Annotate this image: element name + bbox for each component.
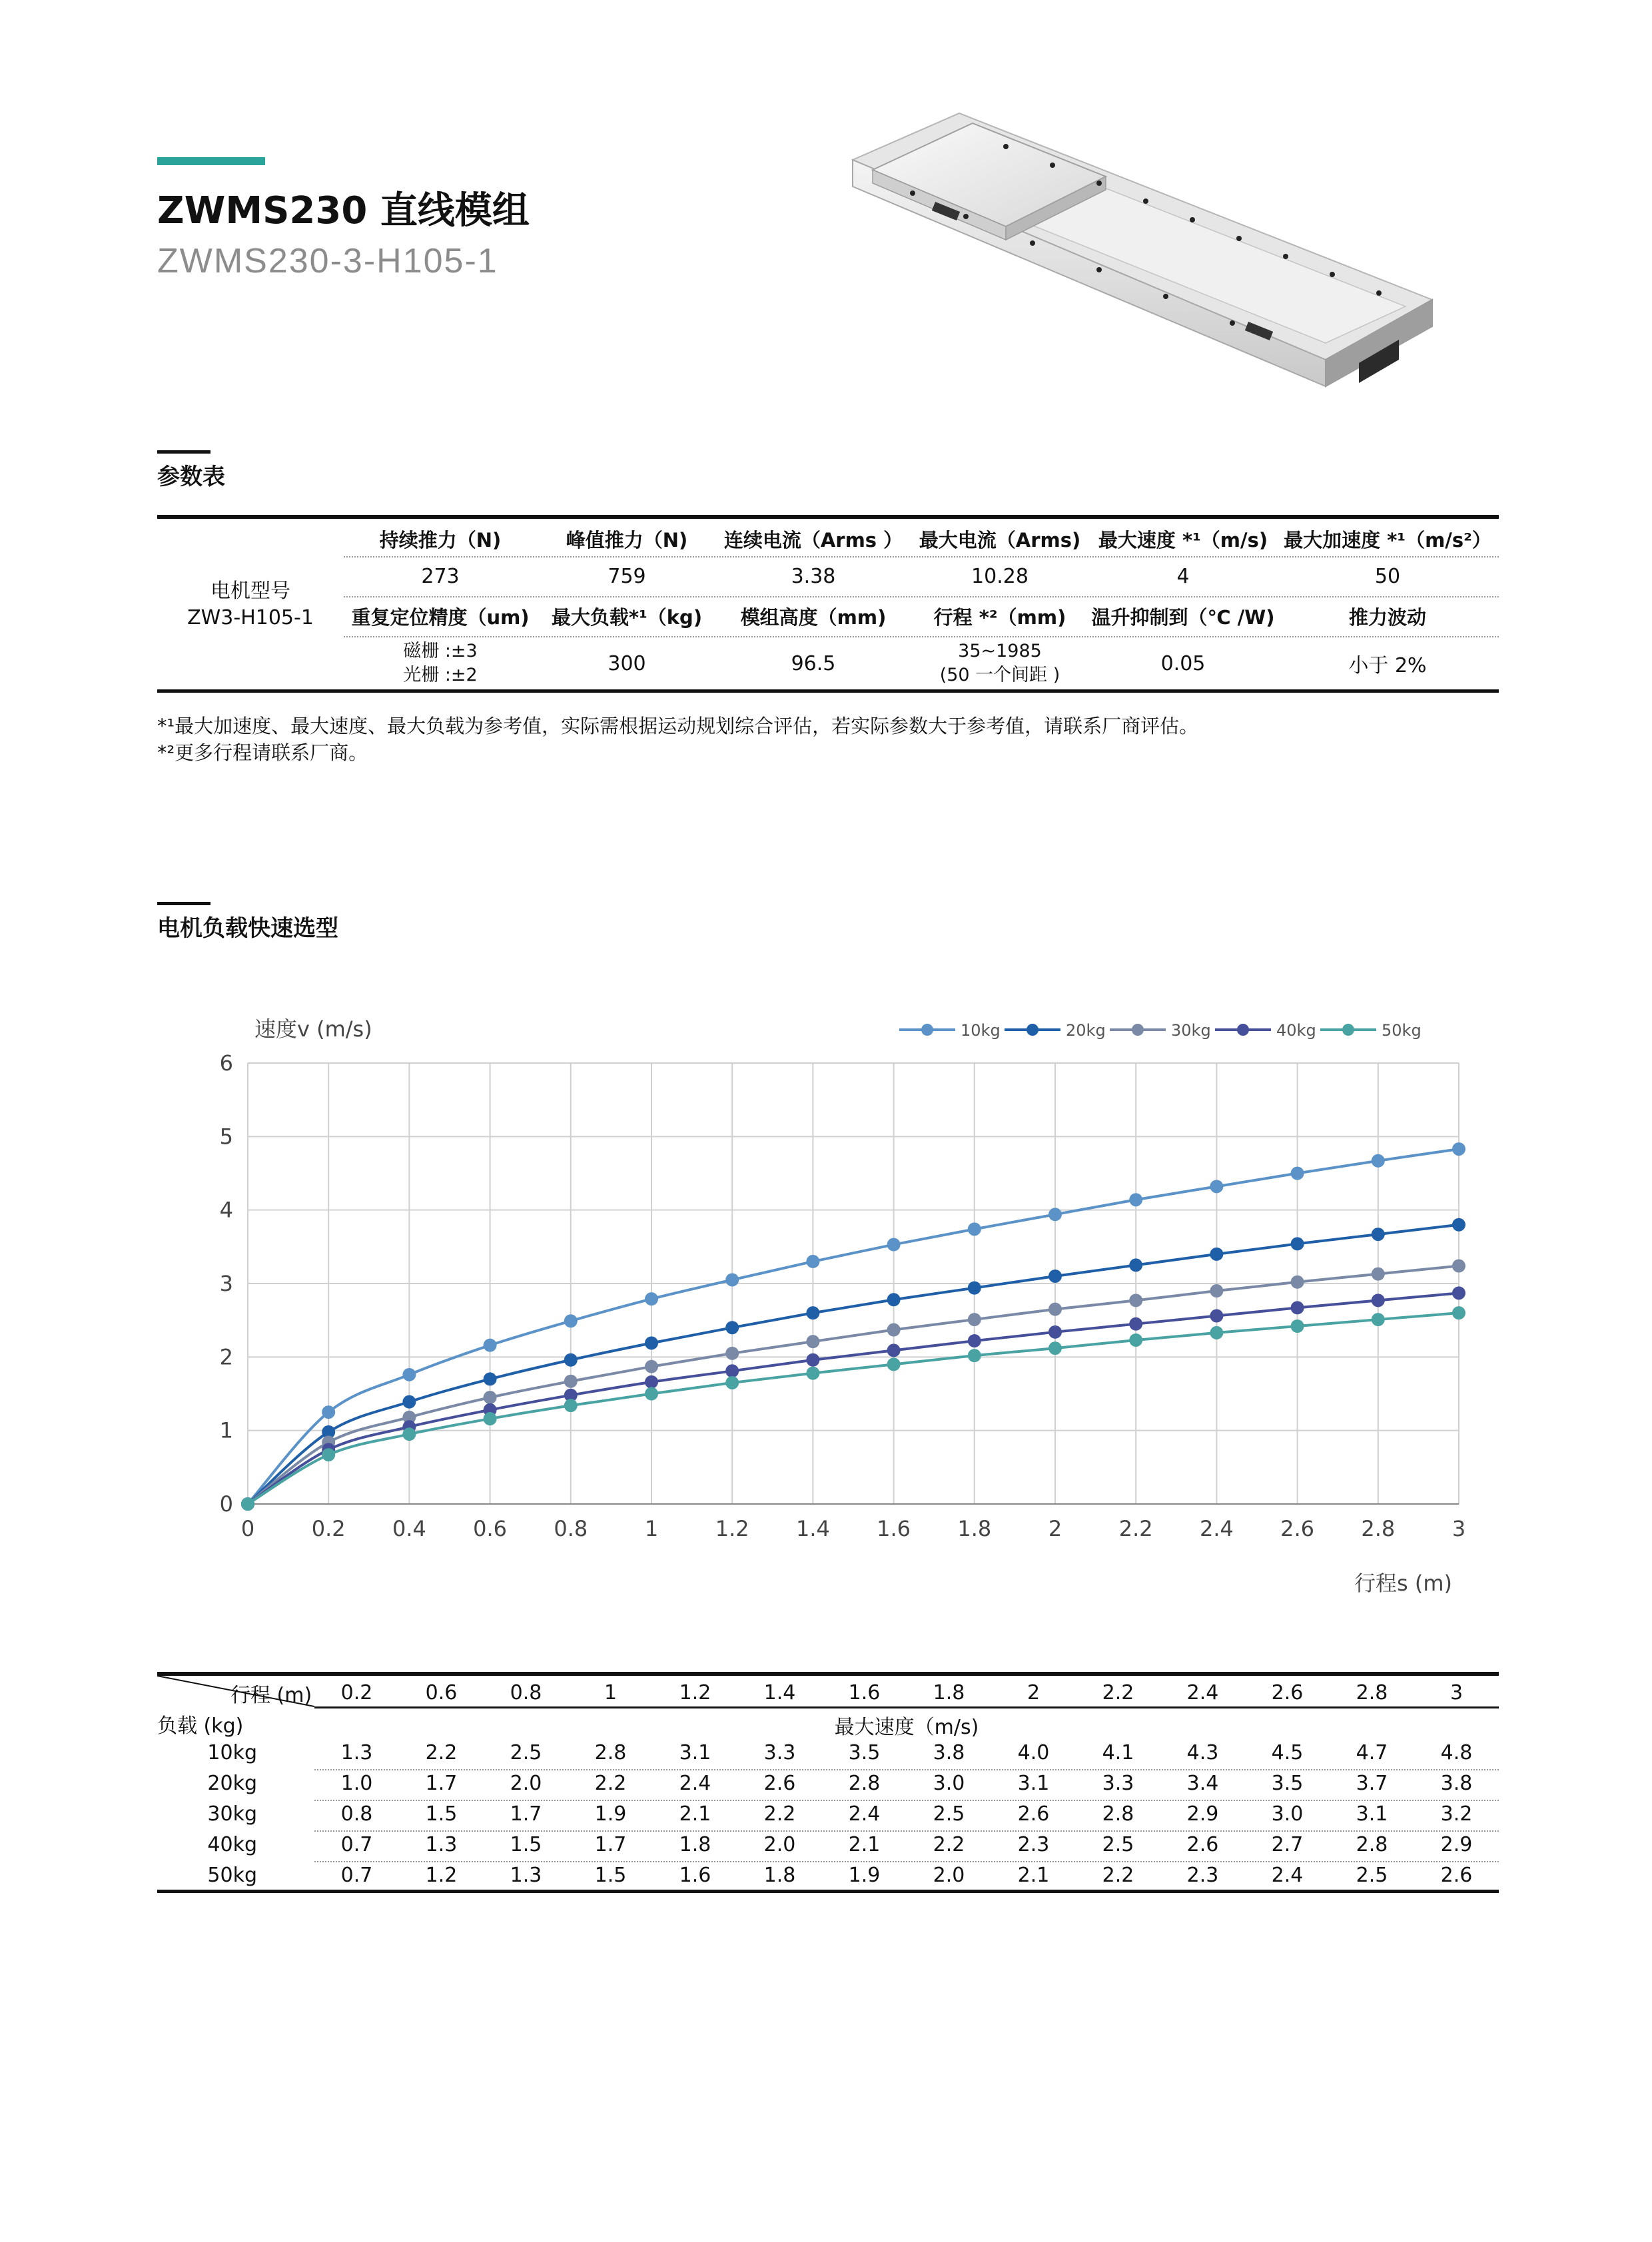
legend-marker xyxy=(1342,1024,1354,1036)
product-image xyxy=(833,107,1499,493)
speed-cell: 2.8 xyxy=(1356,1833,1388,1856)
data-point-30kg xyxy=(968,1313,981,1326)
param-value-4: 4 xyxy=(1176,564,1190,588)
y-tick-label: 4 xyxy=(219,1197,233,1223)
speed-cell: 2.5 xyxy=(510,1741,542,1764)
speed-cell: 3.1 xyxy=(679,1741,711,1764)
data-point-10kg xyxy=(1048,1208,1062,1221)
data-point-10kg xyxy=(402,1368,416,1381)
motor-label-text: 电机型号 xyxy=(210,579,290,603)
data-point-20kg xyxy=(1048,1270,1062,1283)
speed-cell: 2.2 xyxy=(594,1772,627,1795)
speed-cell: 2.1 xyxy=(679,1802,711,1826)
param-header-2: 连续电流（Arms ） xyxy=(723,528,903,552)
data-point-10kg xyxy=(806,1255,819,1268)
speed-cell: 3.8 xyxy=(933,1741,965,1764)
speed-cell: 3.3 xyxy=(1102,1772,1134,1795)
data-point-20kg xyxy=(564,1353,578,1367)
legend-marker xyxy=(921,1024,933,1036)
table-row xyxy=(314,1772,1499,1795)
speed-cell: 4.0 xyxy=(1017,1741,1050,1764)
data-point-50kg xyxy=(1291,1319,1304,1333)
stroke-header-cell: 0.2 xyxy=(340,1681,373,1704)
data-point-10kg xyxy=(725,1273,739,1286)
y-tick-label: 3 xyxy=(219,1271,233,1296)
y-tick-label: 1 xyxy=(219,1417,233,1443)
param-value-2-3-line-0: 35~1985 xyxy=(958,641,1042,661)
data-point-10kg xyxy=(1129,1193,1142,1206)
data-point-40kg xyxy=(968,1334,981,1347)
stroke-header-cell: 2.6 xyxy=(1271,1681,1304,1704)
speed-stroke-chart xyxy=(200,999,1505,1619)
data-point-50kg xyxy=(806,1367,819,1380)
data-point-50kg xyxy=(1048,1341,1062,1355)
legend-marker xyxy=(1237,1024,1249,1036)
motor-model-text: ZW3-H105-1 xyxy=(187,606,314,629)
param-header-2-3: 行程 *²（mm) xyxy=(933,605,1066,629)
speed-cell: 2.6 xyxy=(763,1772,796,1795)
y-tick-label: 5 xyxy=(219,1124,233,1150)
param-header-2-2: 模组高度（mm) xyxy=(740,605,887,629)
speed-cell: 1.5 xyxy=(510,1833,542,1856)
speed-cell: 0.7 xyxy=(340,1833,373,1856)
speed-cell: 2.2 xyxy=(763,1802,796,1826)
speed-cell: 0.7 xyxy=(340,1864,373,1887)
speed-cell: 2.5 xyxy=(1356,1864,1388,1887)
x-tick-label: 1.8 xyxy=(957,1516,992,1541)
speed-cell: 2.6 xyxy=(1017,1802,1050,1826)
legend-marker xyxy=(1027,1024,1038,1036)
x-tick-label: 1 xyxy=(644,1516,659,1541)
data-point-50kg xyxy=(322,1448,335,1461)
data-point-10kg xyxy=(1452,1142,1465,1156)
speed-cell: 2.2 xyxy=(1102,1864,1134,1887)
param-value-2-5-line-0: 小于 2% xyxy=(1348,654,1427,677)
x-tick-label: 2.4 xyxy=(1199,1516,1234,1541)
x-tick-label: 2.8 xyxy=(1361,1516,1396,1541)
page-subtitle: ZWMS230-3-H105-1 xyxy=(157,242,498,280)
speed-cell: 2.2 xyxy=(933,1833,965,1856)
x-tick-label: 2.2 xyxy=(1118,1516,1153,1541)
x-tick-label: 1.6 xyxy=(877,1516,911,1541)
max-speed-subheader: 最大速度（m/s) xyxy=(834,1716,979,1739)
data-point-20kg xyxy=(1452,1218,1465,1232)
speed-cell: 2.5 xyxy=(1102,1833,1134,1856)
x-tick-label: 1.4 xyxy=(795,1516,830,1541)
param-header-0: 持续推力（N) xyxy=(379,528,502,552)
param-value-2-0-line-0: 磁栅 :±3 xyxy=(403,641,478,661)
param-header-2-4: 温升抑制到（℃ /W) xyxy=(1091,605,1275,629)
data-point-40kg xyxy=(1291,1301,1304,1314)
load-label: 10kg xyxy=(207,1741,257,1764)
data-point-20kg xyxy=(968,1282,981,1295)
series-line-40kg xyxy=(248,1293,1459,1504)
x-axis-label: 行程s (m) xyxy=(1354,1571,1452,1596)
speed-cell: 2.6 xyxy=(1186,1833,1219,1856)
param-header-5: 最大加速度 *¹（m/s²） xyxy=(1284,528,1491,552)
speed-cell: 2.5 xyxy=(933,1802,965,1826)
param-value-2-1-line-0: 300 xyxy=(608,651,646,675)
load-label: 40kg xyxy=(207,1833,257,1856)
speed-cell: 3.0 xyxy=(1271,1802,1304,1826)
data-point-10kg xyxy=(322,1405,335,1419)
legend-marker xyxy=(1132,1024,1144,1036)
data-point-30kg xyxy=(645,1360,658,1373)
y-axis-label: 速度v (m/s) xyxy=(254,1016,372,1042)
speed-cell: 1.8 xyxy=(763,1864,796,1887)
section-title-params: 参数表 xyxy=(157,464,225,490)
speed-cell: 3.1 xyxy=(1017,1772,1050,1795)
x-tick-label: 0.2 xyxy=(311,1516,346,1541)
accent-bar xyxy=(157,157,265,165)
section-line xyxy=(157,450,210,454)
speed-cell: 2.1 xyxy=(1017,1864,1050,1887)
series-line-50kg xyxy=(248,1313,1459,1504)
speed-cell: 4.5 xyxy=(1271,1741,1304,1764)
param-value-2-4 xyxy=(1090,637,1276,689)
speed-cell: 2.2 xyxy=(425,1741,458,1764)
x-tick-label: 3 xyxy=(1451,1516,1466,1541)
parameter-table xyxy=(157,515,1499,695)
y-tick-label: 0 xyxy=(219,1491,233,1517)
data-point-30kg xyxy=(1129,1294,1142,1307)
speed-cell: 1.3 xyxy=(340,1741,373,1764)
speed-cell: 3.8 xyxy=(1440,1772,1473,1795)
data-point-50kg xyxy=(1452,1306,1465,1319)
data-point-40kg xyxy=(1129,1317,1142,1331)
data-point-30kg xyxy=(1210,1284,1223,1298)
data-point-40kg xyxy=(887,1343,901,1357)
speed-cell: 2.0 xyxy=(763,1833,796,1856)
speed-cell: 0.8 xyxy=(340,1802,373,1826)
data-point-50kg xyxy=(1210,1326,1223,1339)
speed-cell: 2.6 xyxy=(1440,1864,1473,1887)
table-row xyxy=(314,1864,1499,1887)
data-point-50kg xyxy=(564,1399,578,1412)
data-point-20kg xyxy=(1372,1228,1385,1241)
speed-cell: 2.4 xyxy=(848,1802,881,1826)
speed-cell: 4.8 xyxy=(1440,1741,1473,1764)
table-row xyxy=(314,1802,1499,1826)
data-point-10kg xyxy=(564,1314,578,1327)
x-tick-label: 0.6 xyxy=(473,1516,508,1541)
data-point-20kg xyxy=(1291,1237,1304,1250)
legend-label: 50kg xyxy=(1382,1021,1422,1040)
data-point-30kg xyxy=(887,1323,901,1337)
stroke-header-cell: 1.8 xyxy=(933,1681,965,1704)
stroke-header-cell: 2 xyxy=(1027,1681,1040,1704)
series-line-30kg xyxy=(248,1266,1459,1504)
data-point-20kg xyxy=(725,1321,739,1334)
param-value-2-1 xyxy=(537,637,717,689)
data-point-50kg xyxy=(645,1387,658,1401)
data-point-20kg xyxy=(887,1293,901,1306)
speed-cell: 2.0 xyxy=(510,1772,542,1795)
data-point-30kg xyxy=(725,1347,739,1360)
load-label: 20kg xyxy=(207,1772,257,1795)
param-value-2-2 xyxy=(717,637,910,689)
data-point-20kg xyxy=(484,1372,497,1385)
speed-table xyxy=(157,1672,1499,1892)
speed-cell: 3.5 xyxy=(848,1741,881,1764)
speed-cell: 2.9 xyxy=(1440,1833,1473,1856)
stroke-header-cell: 1.2 xyxy=(679,1681,711,1704)
speed-cell: 3.5 xyxy=(1271,1772,1304,1795)
speed-cell: 3.4 xyxy=(1186,1772,1219,1795)
param-row-2-headers xyxy=(344,597,1499,635)
stroke-header-cell: 1 xyxy=(604,1681,618,1704)
speed-cell: 1.5 xyxy=(594,1864,627,1887)
legend-label: 40kg xyxy=(1276,1021,1316,1040)
data-point-10kg xyxy=(1372,1154,1385,1168)
data-point-30kg xyxy=(1452,1260,1465,1273)
param-value-3: 10.28 xyxy=(971,564,1029,588)
stroke-header-cell: 1.6 xyxy=(848,1681,881,1704)
load-label: 50kg xyxy=(207,1864,257,1887)
speed-cell: 1.9 xyxy=(848,1864,881,1887)
footnotes xyxy=(157,713,1198,766)
page-title: ZWMS230 直线模组 xyxy=(157,189,530,232)
data-point-30kg xyxy=(1048,1303,1062,1316)
data-point-50kg xyxy=(887,1357,901,1371)
param-row-2-values xyxy=(344,637,1499,689)
speed-cell: 2.8 xyxy=(848,1772,881,1795)
x-tick-label: 1.2 xyxy=(715,1516,749,1541)
speed-cell: 3.7 xyxy=(1356,1772,1388,1795)
load-label: 30kg xyxy=(207,1802,257,1826)
footnote-2: *²更多行程请联系厂商。 xyxy=(157,741,368,764)
stroke-header-cell: 0.8 xyxy=(510,1681,542,1704)
data-point-40kg xyxy=(725,1364,739,1377)
param-value-0: 273 xyxy=(421,564,460,588)
param-value-2-0-line-1: 光栅 :±2 xyxy=(403,665,478,685)
param-value-2-2-line-0: 96.5 xyxy=(791,651,836,675)
y-tick-label: 6 xyxy=(219,1050,233,1076)
x-tick-label: 2 xyxy=(1048,1516,1062,1541)
legend-label: 30kg xyxy=(1171,1021,1211,1040)
param-value-2-5 xyxy=(1276,637,1499,689)
data-point-30kg xyxy=(1291,1276,1304,1289)
param-value-2: 3.38 xyxy=(791,564,836,588)
speed-cell: 1.3 xyxy=(425,1833,458,1856)
legend-label: 10kg xyxy=(961,1021,1001,1040)
data-point-10kg xyxy=(1210,1180,1223,1193)
param-value-2-0 xyxy=(344,637,537,689)
data-point-40kg xyxy=(1372,1294,1385,1307)
speed-cell: 1.3 xyxy=(510,1864,542,1887)
speed-cell: 3.3 xyxy=(763,1741,796,1764)
param-value-5: 50 xyxy=(1374,564,1401,588)
speed-cell: 1.7 xyxy=(510,1802,542,1826)
data-point-20kg xyxy=(806,1306,819,1319)
data-point-50kg xyxy=(968,1349,981,1362)
data-point-50kg xyxy=(241,1497,254,1511)
data-point-50kg xyxy=(725,1376,739,1389)
data-point-30kg xyxy=(564,1375,578,1388)
speed-cell: 2.9 xyxy=(1186,1802,1219,1826)
data-point-30kg xyxy=(484,1391,497,1404)
param-value-2-4-line-0: 0.05 xyxy=(1160,651,1206,675)
data-point-50kg xyxy=(1129,1333,1142,1347)
y-tick-label: 2 xyxy=(219,1344,233,1370)
speed-cell: 2.8 xyxy=(594,1741,627,1764)
speed-cell: 3.0 xyxy=(933,1772,965,1795)
speed-cell: 4.7 xyxy=(1356,1741,1388,1764)
speed-cell: 3.2 xyxy=(1440,1802,1473,1826)
footnote-1: *¹最大加速度、最大速度、最大负载为参考值，实际需根据运动规划综合评估，若实际参数大于参考值，请联系厂商评估。 xyxy=(157,715,1199,737)
data-point-40kg xyxy=(1048,1325,1062,1339)
table-row xyxy=(314,1741,1499,1764)
data-point-40kg xyxy=(1452,1286,1465,1300)
legend-label: 20kg xyxy=(1066,1021,1106,1040)
speed-cell: 1.7 xyxy=(425,1772,458,1795)
speed-cell: 1.8 xyxy=(679,1833,711,1856)
stroke-header-cell: 1.4 xyxy=(763,1681,796,1704)
table-row xyxy=(314,1833,1499,1856)
x-tick-label: 2.6 xyxy=(1280,1516,1315,1541)
speed-cell: 2.7 xyxy=(1271,1833,1304,1856)
data-point-50kg xyxy=(402,1427,416,1441)
param-header-2-5: 推力波动 xyxy=(1348,605,1426,629)
stroke-header-cell: 3 xyxy=(1449,1681,1463,1704)
data-point-10kg xyxy=(1291,1167,1304,1180)
x-tick-label: 0 xyxy=(240,1516,255,1541)
motor-model-label xyxy=(157,578,344,631)
data-point-20kg xyxy=(645,1336,658,1349)
speed-cell: 1.0 xyxy=(340,1772,373,1795)
param-header-2-1: 最大负载*¹（kg) xyxy=(551,605,703,629)
speed-cell: 1.6 xyxy=(679,1864,711,1887)
param-row-1-headers xyxy=(344,522,1499,556)
data-point-40kg xyxy=(1210,1309,1223,1323)
speed-cell: 2.0 xyxy=(933,1864,965,1887)
data-point-10kg xyxy=(645,1292,658,1306)
data-point-10kg xyxy=(484,1339,497,1352)
speed-cell: 1.9 xyxy=(594,1802,627,1826)
data-point-10kg xyxy=(887,1238,901,1252)
data-point-30kg xyxy=(806,1335,819,1348)
speed-cell: 1.5 xyxy=(425,1802,458,1826)
param-header-3: 最大电流（Arms) xyxy=(919,528,1081,552)
data-point-20kg xyxy=(402,1395,416,1409)
data-point-40kg xyxy=(645,1375,658,1389)
data-point-50kg xyxy=(1372,1313,1385,1326)
section-title-selection: 电机负载快速选型 xyxy=(157,915,338,942)
speed-cell: 4.1 xyxy=(1102,1741,1134,1764)
stroke-header-cell: 2.8 xyxy=(1356,1681,1388,1704)
speed-cell: 2.3 xyxy=(1017,1833,1050,1856)
stroke-header-cell: 0.6 xyxy=(425,1681,458,1704)
speed-cell: 1.7 xyxy=(594,1833,627,1856)
data-point-20kg xyxy=(1210,1248,1223,1261)
param-value-2-3 xyxy=(910,637,1090,689)
param-header-2-0: 重复定位精度（um) xyxy=(351,605,530,629)
data-point-50kg xyxy=(484,1412,497,1425)
param-header-1: 峰值推力（N) xyxy=(566,528,688,552)
param-header-4: 最大速度 *¹（m/s) xyxy=(1098,528,1268,552)
speed-cell: 3.1 xyxy=(1356,1802,1388,1826)
x-tick-label: 0.4 xyxy=(392,1516,426,1541)
x-tick-label: 0.8 xyxy=(554,1516,588,1541)
stroke-header-row xyxy=(314,1681,1499,1704)
param-row-1-values xyxy=(344,558,1499,595)
speed-cell: 2.4 xyxy=(679,1772,711,1795)
speed-cell: 4.3 xyxy=(1186,1741,1219,1764)
param-value-1: 759 xyxy=(608,564,646,588)
data-point-10kg xyxy=(968,1222,981,1236)
speed-cell: 2.4 xyxy=(1271,1864,1304,1887)
corner-stroke-label: 行程 (m) xyxy=(230,1684,312,1707)
param-value-2-3-line-1: (50 一个间距 ) xyxy=(939,665,1060,685)
speed-cell: 1.2 xyxy=(425,1864,458,1887)
speed-cell: 2.8 xyxy=(1102,1802,1134,1826)
stroke-header-cell: 2.2 xyxy=(1102,1681,1134,1704)
data-point-20kg xyxy=(1129,1258,1142,1272)
data-point-30kg xyxy=(1372,1268,1385,1281)
corner-load-label: 负载 (kg) xyxy=(157,1714,244,1738)
speed-cell: 2.1 xyxy=(848,1833,881,1856)
data-point-40kg xyxy=(806,1353,819,1367)
speed-cell: 2.3 xyxy=(1186,1864,1219,1887)
section-line xyxy=(157,902,210,905)
series-line-20kg xyxy=(248,1225,1459,1504)
stroke-header-cell: 2.4 xyxy=(1186,1681,1219,1704)
